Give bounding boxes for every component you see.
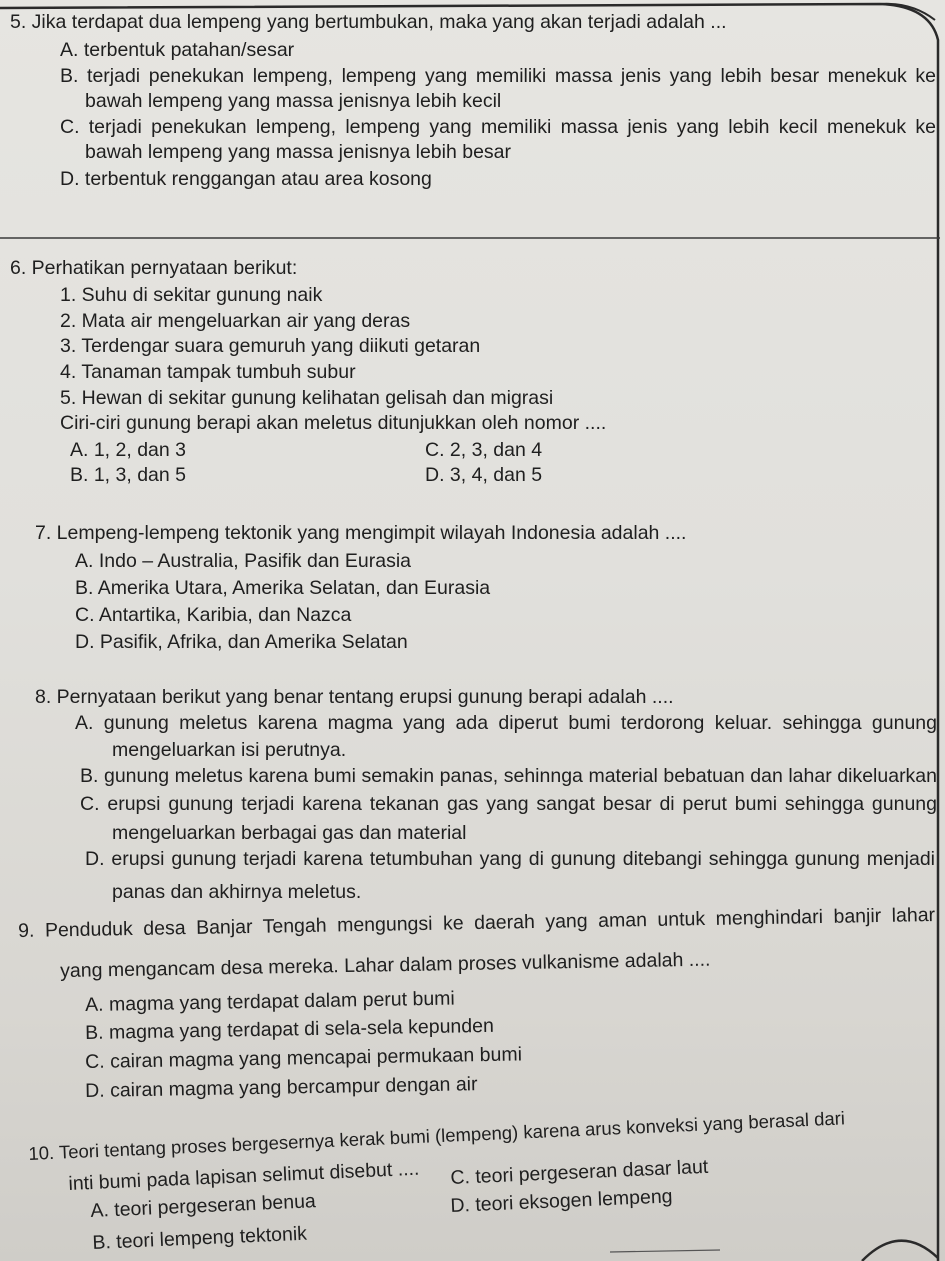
q10-stem-line2: inti bumi pada lapisan selimut disebut ....: [68, 1157, 420, 1195]
q6-option-c: C. 2, 3, dan 4: [425, 439, 543, 461]
q6-option-d: D. 3, 4, dan 5: [425, 464, 543, 486]
q10-option-a: A. teori pergeseran benua: [90, 1190, 317, 1222]
q9-option-a: A. magma yang terdapat dalam perut bumi: [85, 987, 455, 1016]
q5-option-c-line1: C. terjadi penekukan lempeng, lempeng yang memiliki massa jenis yang lebih kecil menekuk ke: [60, 116, 936, 138]
q8-stem: 8. Pernyataan berikut yang benar tentang erupsi gunung berapi adalah ....: [35, 686, 674, 708]
q10-option-b: B. teori lempeng tektonik: [92, 1222, 308, 1254]
q8-option-a-line1: A. gunung meletus karena magma yang ada diperut bumi terdorong keluar. sehingga gunung: [75, 712, 937, 734]
q5-option-a: A. terbentuk patahan/sesar: [60, 39, 295, 61]
q10-stem-line1: 10. Teori tentang proses bergesernya kerak bumi (lempeng) karena arus konveksi yang berasal dari: [28, 1107, 846, 1164]
q7-option-b: B. Amerika Utara, Amerika Selatan, dan Eurasia: [75, 577, 491, 599]
q9-option-d: D. cairan magma yang bercampur dengan air: [85, 1073, 478, 1102]
q6-stem: 6. Perhatikan pernyataan berikut:: [10, 257, 298, 279]
q6-option-a: A. 1, 2, dan 3: [70, 439, 187, 461]
q6-statement-4: 4. Tanaman tampak tumbuh subur: [60, 361, 356, 383]
q10-option-c: C. teori pergeseran dasar laut: [450, 1155, 709, 1189]
q7-option-d: D. Pasifik, Afrika, dan Amerika Selatan: [75, 631, 408, 653]
q9-option-b: B. magma yang terdapat di sela-sela kepunden: [85, 1014, 494, 1044]
q8-option-b: B. gunung meletus karena bumi semakin panas, sehinnga material bebatuan dan lahar dikeluarkan: [80, 765, 937, 787]
q10-option-d: D. teori eksogen lempeng: [450, 1185, 673, 1217]
q6-option-b: B. 1, 3, dan 5: [70, 464, 187, 486]
q8-option-c-line2: mengeluarkan berbagai gas dan material: [112, 822, 467, 844]
q8-option-d-line2: panas dan akhirnya meletus.: [112, 881, 362, 903]
q6-statement-5: 5. Hewan di sekitar gunung kelihatan gelisah dan migrasi: [60, 387, 554, 409]
q9-stem-line1: 9. Penduduk desa Banjar Tengah mengungsi ke daerah yang aman untuk menghindari banjir lahar: [18, 903, 936, 942]
q9-stem-line2: yang mengancam desa mereka. Lahar dalam proses vulkanisme adalah ....: [60, 948, 711, 982]
q5-option-c-line2: bawah lempeng yang massa jenisnya lebih besar: [85, 141, 512, 163]
q5-option-d: D. terbentuk renggangan atau area kosong: [60, 168, 432, 190]
q8-option-c-line1: C. erupsi gunung terjadi karena tekanan gas yang sangat besar di perut bumi sehingga gunung: [80, 793, 937, 815]
q5-option-b-line1: B. terjadi penekukan lempeng, lempeng yang memiliki massa jenis yang lebih besar menekuk ke: [60, 65, 936, 87]
q5-option-b-line2: bawah lempeng yang massa jenisnya lebih kecil: [85, 90, 502, 112]
q6-statement-3: 3. Terdengar suara gemuruh yang diikuti getaran: [60, 335, 481, 357]
q7-option-a: A. Indo – Australia, Pasifik dan Eurasia: [75, 550, 412, 572]
q8-option-a-line2: mengeluarkan isi perutnya.: [112, 739, 347, 761]
q7-option-c: C. Antartika, Karibia, dan Nazca: [75, 604, 352, 626]
q8-option-d-line1: D. erupsi gunung terjadi karena tetumbuhan yang di gunung ditebangi sehingga gunung menjadi: [85, 848, 935, 870]
q6-statement-2: 2. Mata air mengeluarkan air yang deras: [60, 310, 411, 332]
q9-option-c: C. cairan magma yang mencapai permukaan bumi: [85, 1043, 523, 1073]
q7-stem: 7. Lempeng-lempeng tektonik yang mengimpit wilayah Indonesia adalah ....: [35, 522, 687, 544]
q6-question: Ciri-ciri gunung berapi akan meletus ditunjukkan oleh nomor ....: [60, 412, 607, 434]
q6-statement-1: 1. Suhu di sekitar gunung naik: [60, 284, 323, 306]
q5-stem: 5. Jika terdapat dua lempeng yang bertumbukan, maka yang akan terjadi adalah ...: [10, 11, 727, 33]
